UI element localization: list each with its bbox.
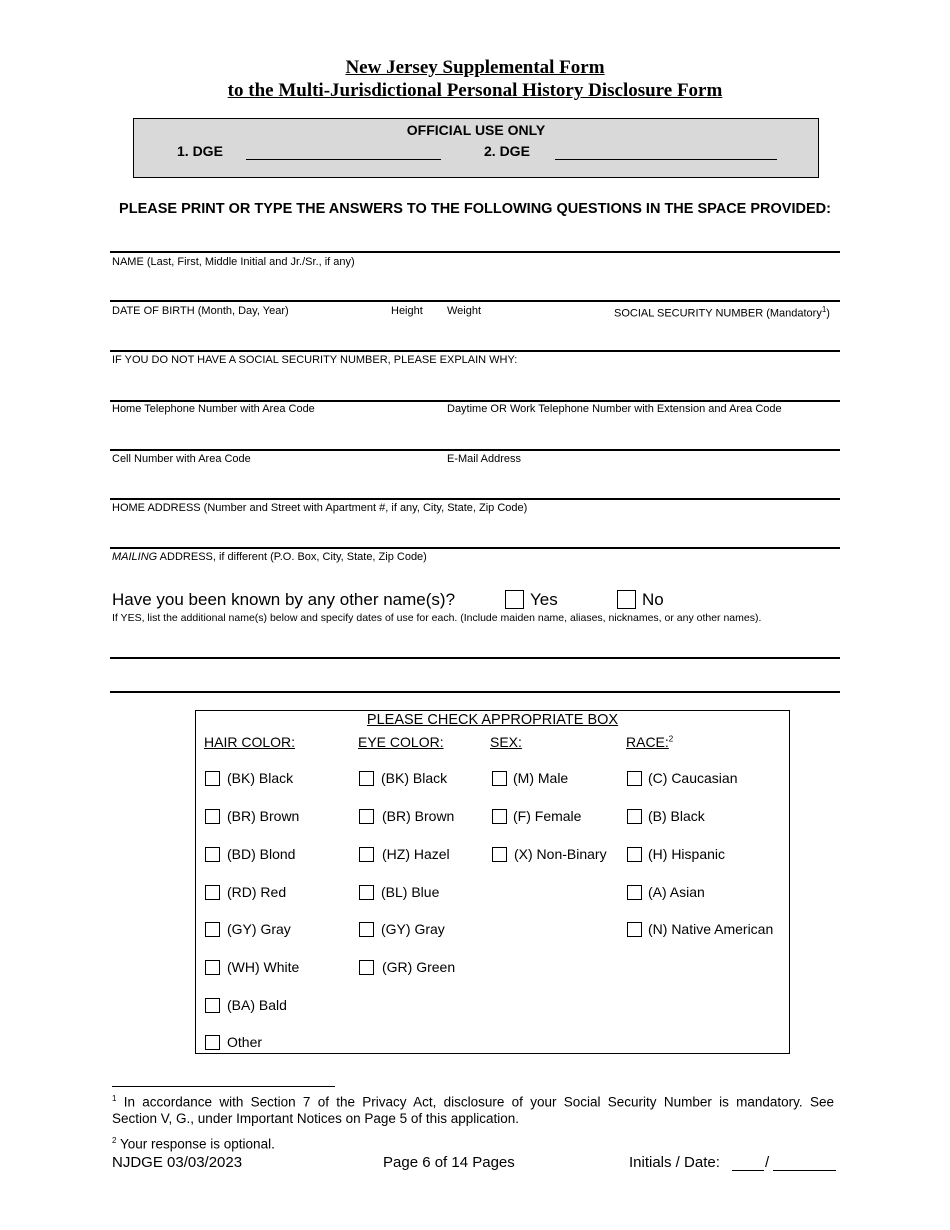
race-checkbox[interactable] [627, 922, 642, 937]
other-names-no-checkbox[interactable] [617, 590, 636, 609]
weight-field-label: Weight [447, 305, 482, 317]
form-code: NJDGE 03/03/2023 [112, 1154, 243, 1171]
sex-option-label: (M) Male [513, 770, 569, 786]
height-field-label: Height [391, 305, 423, 317]
divider [110, 300, 840, 302]
race-checkbox[interactable] [627, 771, 642, 786]
eye-checkbox[interactable] [359, 809, 374, 824]
no-ssn-field-label: IF YOU DO NOT HAVE A SOCIAL SECURITY NUMBER, PLEASE EXPLAIN WHY: [112, 354, 518, 366]
hair-option-label: (GY) Gray [227, 921, 291, 937]
divider [110, 547, 840, 549]
date-line[interactable] [773, 1170, 836, 1171]
eye-checkbox[interactable] [359, 847, 374, 862]
no-ssn-explanation-field[interactable] [110, 368, 840, 398]
other-names-question: Have you been known by any other name(s)? [112, 590, 456, 609]
race-option-label: (N) Native American [648, 921, 774, 937]
form-title-line1: New Jersey Supplemental Form [345, 57, 605, 78]
hair-checkbox[interactable] [205, 885, 220, 900]
initials-line[interactable] [732, 1170, 764, 1171]
eye-checkbox[interactable] [359, 771, 374, 786]
other-names-field-2[interactable] [110, 661, 840, 689]
footnote-1-line2: Section V, G., under Important Notices on Page 5 of this application. [112, 1111, 519, 1126]
hair-option-label: (BR) Brown [227, 808, 300, 824]
sex-checkbox[interactable] [492, 771, 507, 786]
eye-checkbox[interactable] [359, 885, 374, 900]
hair-checkbox[interactable] [205, 809, 220, 824]
dge1-line[interactable] [246, 159, 441, 160]
sex-option-label: (F) Female [513, 808, 582, 824]
dge2-label: 2. DGE [484, 143, 530, 159]
footnote-separator [112, 1086, 335, 1087]
other-names-yes-label: Yes [530, 590, 558, 609]
hair-checkbox[interactable] [205, 922, 220, 937]
initials-date-slash: / [765, 1154, 770, 1171]
hair-checkbox[interactable] [205, 1035, 220, 1050]
official-use-box [133, 118, 819, 178]
initials-date-label: Initials / Date: [629, 1154, 720, 1171]
name-field[interactable] [110, 270, 840, 300]
sex-checkbox[interactable] [492, 847, 507, 862]
work-phone-label: Daytime OR Work Telephone Number with Extension and Area Code [447, 403, 782, 415]
hair-option-label: (WH) White [227, 959, 300, 975]
dob-ssn-field-row[interactable] [110, 319, 840, 349]
mailing-address-label: MAILING ADDRESS, if different (P.O. Box, City, State, Zip Code) [112, 551, 427, 563]
race-option-label: (B) Black [648, 808, 705, 824]
eye-option-label: (BR) Brown [382, 808, 455, 824]
eye-option-label: (HZ) Hazel [382, 846, 450, 862]
divider [110, 449, 840, 451]
page-number: Page 6 of 14 Pages [383, 1154, 515, 1171]
eye-option-label: (BK) Black [381, 770, 448, 786]
eye-checkbox[interactable] [359, 922, 374, 937]
divider [110, 251, 840, 253]
dob-field-label: DATE OF BIRTH (Month, Day, Year) [112, 305, 289, 317]
home-phone-label: Home Telephone Number with Area Code [112, 403, 315, 415]
footnote-1-line1: $^1$ In accordance with Section 7 of the Privacy Act, disclosure of your Social Security Number is mandatory. See [112, 1094, 834, 1110]
eye-option-label: (GY) Gray [381, 921, 445, 937]
race-checkbox[interactable] [627, 847, 642, 862]
race-option-label: (H) Hispanic [648, 846, 726, 862]
cell-email-field-row[interactable] [110, 467, 840, 497]
race-checkbox[interactable] [627, 885, 642, 900]
hair-option-label: (BK) Black [227, 770, 294, 786]
form-title-line2: to the Multi-Jurisdictional Personal History Disclosure Form [227, 80, 723, 101]
divider [110, 657, 840, 659]
home-address-field[interactable] [110, 516, 840, 546]
other-names-yes-checkbox[interactable] [505, 590, 524, 609]
race-header: RACE:$^2$ [626, 734, 674, 750]
check-box-title: PLEASE CHECK APPROPRIATE BOX [366, 712, 619, 728]
ssn-field-label: SOCIAL SECURITY NUMBER (Mandatory$^1$) [614, 305, 830, 320]
hair-option-label: (BD) Blond [227, 846, 296, 862]
official-use-label: OFFICIAL USE ONLY [406, 122, 546, 138]
home-address-label: HOME ADDRESS (Number and Street with Apartment #, if any, City, State, Zip Code) [112, 502, 528, 514]
other-names-note: If YES, list the additional name(s) below and specify dates of use for each. (Include maiden name, aliases, nicknames, or any other names). [112, 612, 762, 624]
race-option-label: (A) Asian [648, 884, 705, 900]
dge2-line[interactable] [555, 159, 777, 160]
dge1-label: 1. DGE [177, 143, 223, 159]
phone-field-row[interactable] [110, 417, 840, 447]
email-label: E-Mail Address [447, 453, 521, 465]
hair-color-header: HAIR COLOR: [204, 734, 296, 750]
hair-checkbox[interactable] [205, 771, 220, 786]
eye-option-label: (BL) Blue [381, 884, 440, 900]
hair-checkbox[interactable] [205, 847, 220, 862]
cell-number-label: Cell Number with Area Code [112, 453, 251, 465]
footnote-2: $^2$ Your response is optional. [112, 1136, 275, 1152]
other-names-field-1[interactable] [110, 628, 840, 656]
hair-option-label: Other [227, 1034, 263, 1050]
divider [110, 691, 840, 693]
eye-color-header: EYE COLOR: [358, 734, 444, 750]
hair-option-label: (BA) Bald [227, 997, 287, 1013]
name-field-label: NAME (Last, First, Middle Initial and Jr./Sr., if any) [112, 256, 355, 268]
race-checkbox[interactable] [627, 809, 642, 824]
divider [110, 498, 840, 500]
hair-option-label: (RD) Red [227, 884, 287, 900]
sex-header: SEX: [490, 734, 522, 750]
eye-option-label: (GR) Green [382, 959, 456, 975]
other-names-no-label: No [642, 590, 664, 609]
sex-checkbox[interactable] [492, 809, 507, 824]
race-option-label: (C) Caucasian [648, 770, 738, 786]
eye-checkbox[interactable] [359, 960, 374, 975]
sex-option-label: (X) Non-Binary [514, 846, 607, 862]
instructions: PLEASE PRINT OR TYPE THE ANSWERS TO THE FOLLOWING QUESTIONS IN THE SPACE PROVIDED: [119, 201, 831, 217]
divider [110, 400, 840, 402]
hair-checkbox[interactable] [205, 998, 220, 1013]
hair-checkbox[interactable] [205, 960, 220, 975]
divider [110, 350, 840, 352]
